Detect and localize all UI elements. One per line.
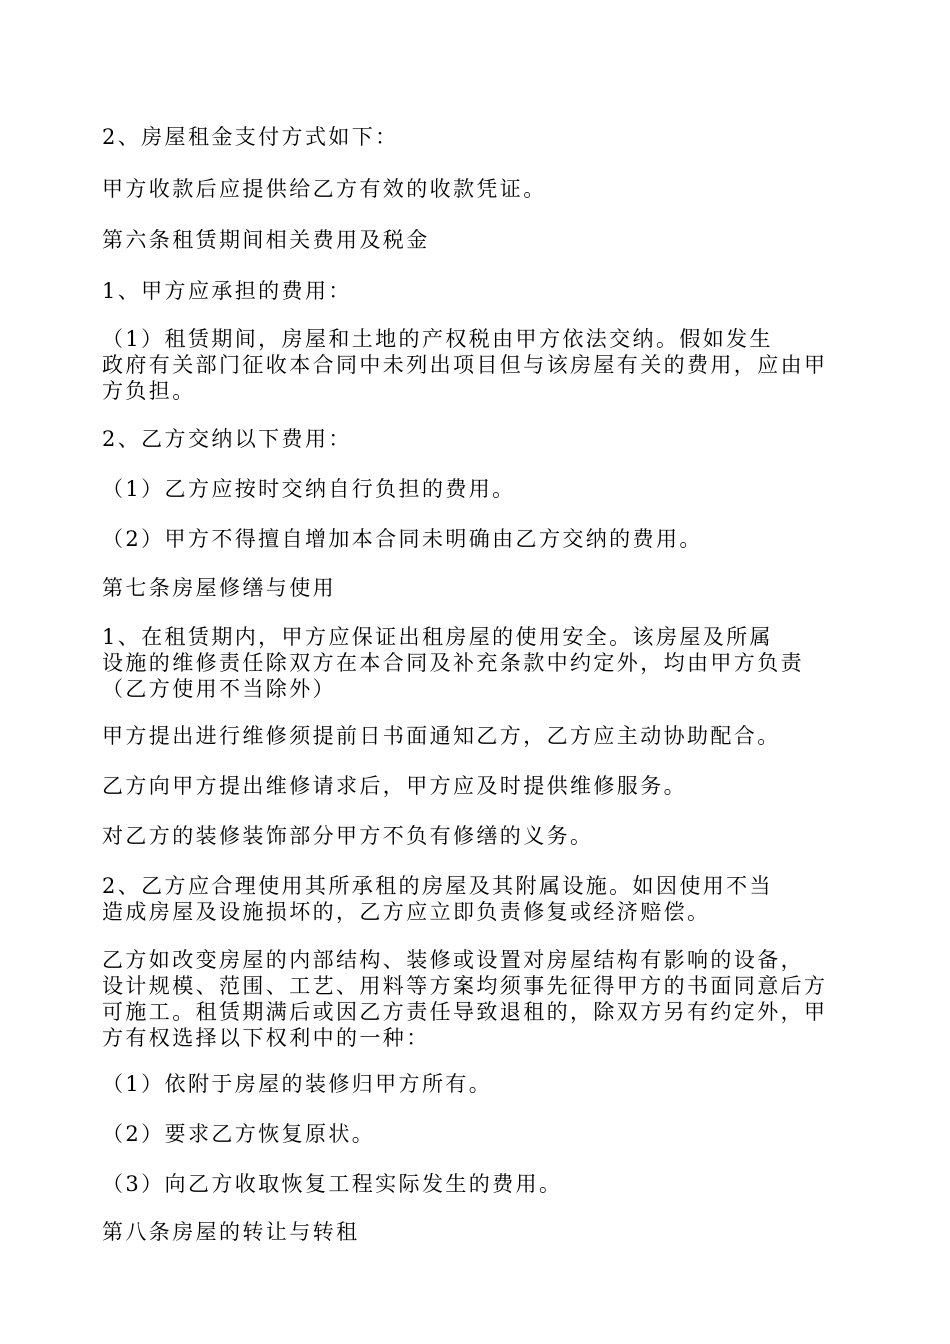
text-line: （1）依附于房屋的装修归甲方所有。 <box>102 1072 493 1096</box>
text-line: （乙方使用不当除外） <box>102 677 336 701</box>
text-line: （3）向乙方收取恢复工程实际发生的费用。 <box>102 1172 563 1196</box>
paragraph-option-1 <box>102 1071 852 1097</box>
text-line: 2、乙方交纳以下费用： <box>102 427 352 451</box>
paragraph-decoration <box>102 823 852 849</box>
text-line: 设计规模、范围、工艺、用料等方案均须事先征得甲方的书面同意后方 <box>102 974 828 998</box>
text-line: （2）甲方不得擅自增加本合同未明确由乙方交纳的费用。 <box>102 527 703 551</box>
text-line: 1、在租赁期内，甲方应保证出租房屋的使用安全。该房屋及所属 <box>102 625 773 649</box>
text-line: 造成房屋及设施损坏的，乙方应立即负责修复或经济赔偿。 <box>102 900 711 924</box>
paragraph-structure-change <box>102 947 852 1051</box>
text-line: 甲方提出进行维修须提前日书面通知乙方，乙方应主动协助配合。 <box>102 724 781 748</box>
text-line: 2、乙方应合理使用其所承租的房屋及其附属设施。如因使用不当 <box>102 874 773 898</box>
paragraph-pay-on-time <box>102 476 852 502</box>
text-line: 可施工。租赁期满后或因乙方责任导致退租的，除双方另有约定外，甲 <box>102 1000 828 1024</box>
paragraph-party-b-costs <box>102 426 852 452</box>
paragraph-option-3 <box>102 1171 852 1197</box>
text-line: 乙方向甲方提出维修请求后，甲方应及时提供维修服务。 <box>102 774 687 798</box>
text-line: 甲方收款后应提供给乙方有效的收款凭证。 <box>102 177 547 201</box>
text-line: （1）租赁期间，房屋和土地的产权税由甲方依法交纳。假如发生 <box>102 327 773 351</box>
paragraph-rent-payment <box>102 124 852 150</box>
text-line: （2）要求乙方恢复原状。 <box>102 1122 376 1146</box>
text-line: 第六条租赁期间相关费用及税金 <box>102 228 430 252</box>
paragraph-no-extra-fees <box>102 526 852 552</box>
paragraph-party-a-costs <box>102 278 852 304</box>
paragraph-repair-notice <box>102 723 852 749</box>
text-line: 1、甲方应承担的费用： <box>102 279 352 303</box>
text-line: 设施的维修责任除双方在本合同及补充条款中约定外，均由甲方负责 <box>102 651 804 675</box>
heading-article-6 <box>102 227 852 253</box>
heading-article-8 <box>102 1219 852 1245</box>
paragraph-option-2 <box>102 1121 852 1147</box>
text-line: 第七条房屋修缮与使用 <box>102 576 336 600</box>
text-line: 第八条房屋的转让与转租 <box>102 1220 360 1244</box>
paragraph-reasonable-use <box>102 873 852 925</box>
text-line: （1）乙方应按时交纳自行负担的费用。 <box>102 477 516 501</box>
heading-article-7 <box>102 575 852 601</box>
text-line: 对乙方的装修装饰部分甲方不负有修缮的义务。 <box>102 824 594 848</box>
text-line: 政府有关部门征收本合同中未列出项目但与该房屋有关的费用，应由甲 <box>102 353 828 377</box>
paragraph-receipt <box>102 176 852 202</box>
paragraph-property-tax <box>102 326 852 404</box>
text-line: 方负担。 <box>102 379 196 403</box>
text-line: 乙方如改变房屋的内部结构、装修或设置对房屋结构有影响的设备， <box>102 948 804 972</box>
paragraph-repair-request <box>102 773 852 799</box>
text-line: 方有权选择以下权利中的一种： <box>102 1026 430 1050</box>
text-line: 2、房屋租金支付方式如下： <box>102 125 399 149</box>
paragraph-repair-responsibility <box>102 624 852 702</box>
